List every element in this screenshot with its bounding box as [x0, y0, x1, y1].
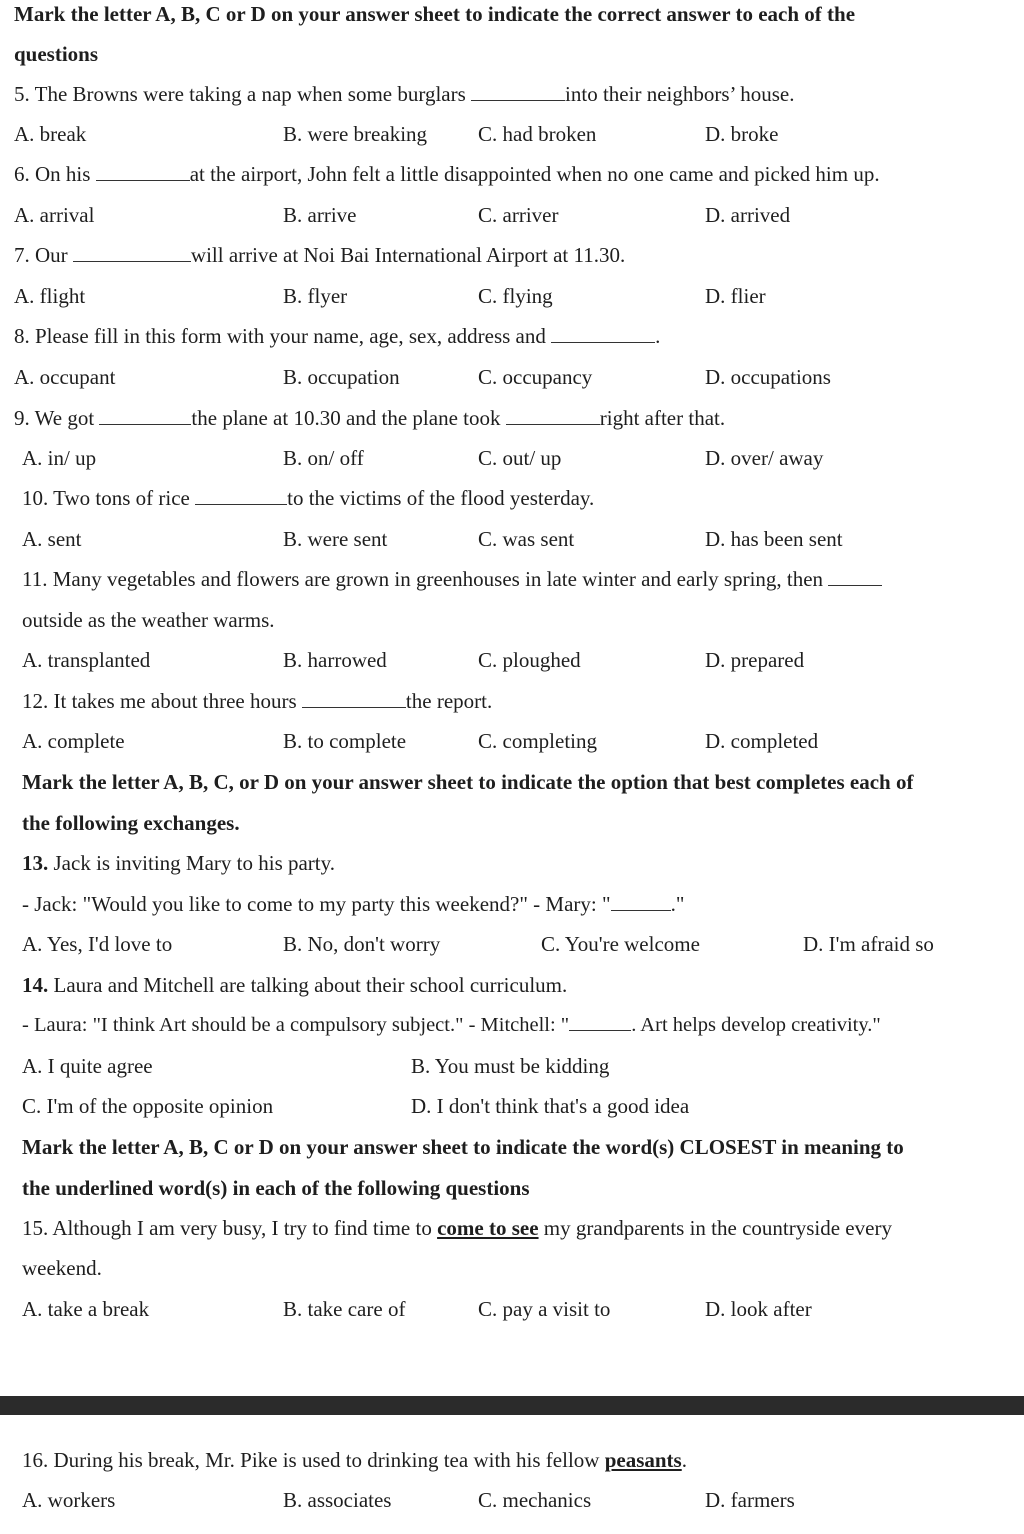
question-13: 13. Jack is inviting Mary to his party.: [22, 851, 336, 875]
option-d[interactable]: D. farmers: [705, 1488, 795, 1512]
underlined-word: peasants: [604, 1448, 682, 1472]
instruction-3-cont: the underlined word(s) in each of the following questions: [22, 1176, 530, 1200]
question-7: 7. Our will arrive at Noi Bai International Airport at 11.30.: [14, 243, 626, 267]
option-c[interactable]: C. out/ up: [478, 446, 562, 470]
option-c[interactable]: C. flying: [478, 284, 553, 308]
option-b[interactable]: B. associates: [283, 1488, 392, 1512]
question-5: 5. The Browns were taking a nap when some burglars into their neighbors’ house.: [14, 82, 795, 106]
option-a[interactable]: A. complete: [22, 729, 125, 753]
answer-blank: [471, 82, 565, 101]
question-10: 10. Two tons of rice to the victims of the flood yesterday.: [22, 486, 595, 510]
option-b[interactable]: B. were breaking: [283, 122, 428, 146]
answer-blank: [96, 162, 190, 181]
option-b[interactable]: B. You must be kidding: [411, 1054, 610, 1078]
option-a[interactable]: A. take a break: [22, 1297, 150, 1321]
option-a[interactable]: A. arrival: [14, 203, 95, 227]
answer-blank: [302, 689, 406, 708]
option-b[interactable]: B. take care of: [283, 1297, 406, 1321]
option-b[interactable]: B. to complete: [283, 729, 407, 753]
option-c[interactable]: C. mechanics: [478, 1488, 592, 1512]
question-16: 16. During his break, Mr. Pike is used to drinking tea with his fellow peasants.: [22, 1448, 687, 1472]
option-c[interactable]: C. pay a visit to: [478, 1297, 611, 1321]
option-a[interactable]: A. flight: [14, 284, 86, 308]
instruction-3: Mark the letter A, B, C or D on your answer sheet to indicate the word(s) CLOSEST in meaning to: [22, 1135, 904, 1159]
question-14: 14. Laura and Mitchell are talking about their school curriculum.: [22, 973, 568, 997]
question-15-cont: weekend.: [22, 1256, 102, 1280]
option-c[interactable]: C. completing: [478, 729, 597, 753]
underlined-phrase: come to see: [437, 1216, 539, 1240]
instruction-2-cont: the following exchanges.: [22, 811, 240, 835]
question-14-dialog: - Laura: "I think Art should be a compulsory subject." - Mitchell: " . Art helps develop creativity.": [22, 1014, 881, 1036]
question-11: 11. Many vegetables and flowers are grown in greenhouses in late winter and early spring, then: [22, 565, 882, 593]
question-13-dialog: - Jack: "Would you like to come to my party this weekend?" - Mary: " .": [22, 892, 685, 916]
answer-blank: [99, 406, 191, 425]
instruction-1-cont: questions: [14, 42, 99, 66]
option-a[interactable]: A. sent: [22, 527, 82, 551]
option-d[interactable]: D. over/ away: [705, 446, 824, 470]
option-b[interactable]: B. No, don't worry: [283, 932, 441, 956]
option-a[interactable]: A. Yes, I'd love to: [22, 932, 173, 956]
question-12: 12. It takes me about three hours the report.: [22, 689, 493, 713]
option-b[interactable]: B. occupation: [283, 365, 400, 389]
option-a[interactable]: A. I quite agree: [22, 1054, 153, 1078]
option-c[interactable]: C. You're welcome: [541, 932, 700, 956]
answer-blank: [569, 1012, 631, 1031]
question-6: 6. On his at the airport, John felt a little disappointed when no one came and picked him up.: [14, 162, 880, 186]
option-d[interactable]: D. arrived: [705, 203, 791, 227]
option-c[interactable]: C. arriver: [478, 203, 559, 227]
option-a[interactable]: A. in/ up: [22, 446, 97, 470]
option-d[interactable]: D. I don't think that's a good idea: [411, 1094, 690, 1118]
option-a[interactable]: A. break: [14, 122, 87, 146]
instruction-1: Mark the letter A, B, C or D on your answer sheet to indicate the correct answer to each of the: [14, 2, 856, 26]
option-a[interactable]: A. workers: [22, 1488, 116, 1512]
option-d[interactable]: D. flier: [705, 284, 766, 308]
option-b[interactable]: B. flyer: [283, 284, 348, 308]
question-11-cont: outside as the weather warms.: [22, 608, 275, 632]
option-d[interactable]: D. completed: [705, 729, 819, 753]
instruction-2: Mark the letter A, B, C, or D on your answer sheet to indicate the option that best completes each of: [22, 770, 914, 794]
answer-blank: [611, 892, 671, 911]
option-b[interactable]: B. were sent: [283, 527, 388, 551]
page-separator: [0, 1396, 1024, 1415]
option-c[interactable]: C. was sent: [478, 527, 575, 551]
answer-blank: [195, 486, 287, 505]
option-b[interactable]: B. on/ off: [283, 446, 364, 470]
option-c[interactable]: C. ploughed: [478, 648, 581, 672]
question-9: 9. We got the plane at 10.30 and the plane took right after that.: [14, 406, 726, 430]
answer-blank: [506, 406, 600, 425]
option-c[interactable]: C. had broken: [478, 122, 597, 146]
option-d[interactable]: D. I'm afraid so: [803, 932, 934, 956]
answer-blank: [73, 243, 191, 262]
option-d[interactable]: D. broke: [705, 122, 779, 146]
option-b[interactable]: B. harrowed: [283, 648, 387, 672]
option-a[interactable]: A. occupant: [14, 365, 116, 389]
question-8: 8. Please fill in this form with your name, age, sex, address and .: [14, 324, 661, 348]
answer-blank: [551, 324, 655, 343]
option-c[interactable]: C. I'm of the opposite opinion: [22, 1094, 274, 1118]
question-15: 15. Although I am very busy, I try to find time to come to see my grandparents in the countryside every: [22, 1216, 892, 1240]
option-a[interactable]: A. transplanted: [22, 648, 151, 672]
option-d[interactable]: D. look after: [705, 1297, 812, 1321]
option-c[interactable]: C. occupancy: [478, 365, 593, 389]
option-d[interactable]: D. prepared: [705, 648, 805, 672]
option-b[interactable]: B. arrive: [283, 203, 357, 227]
answer-blank: [828, 567, 882, 586]
option-d[interactable]: D. has been sent: [705, 527, 843, 551]
option-d[interactable]: D. occupations: [705, 365, 831, 389]
